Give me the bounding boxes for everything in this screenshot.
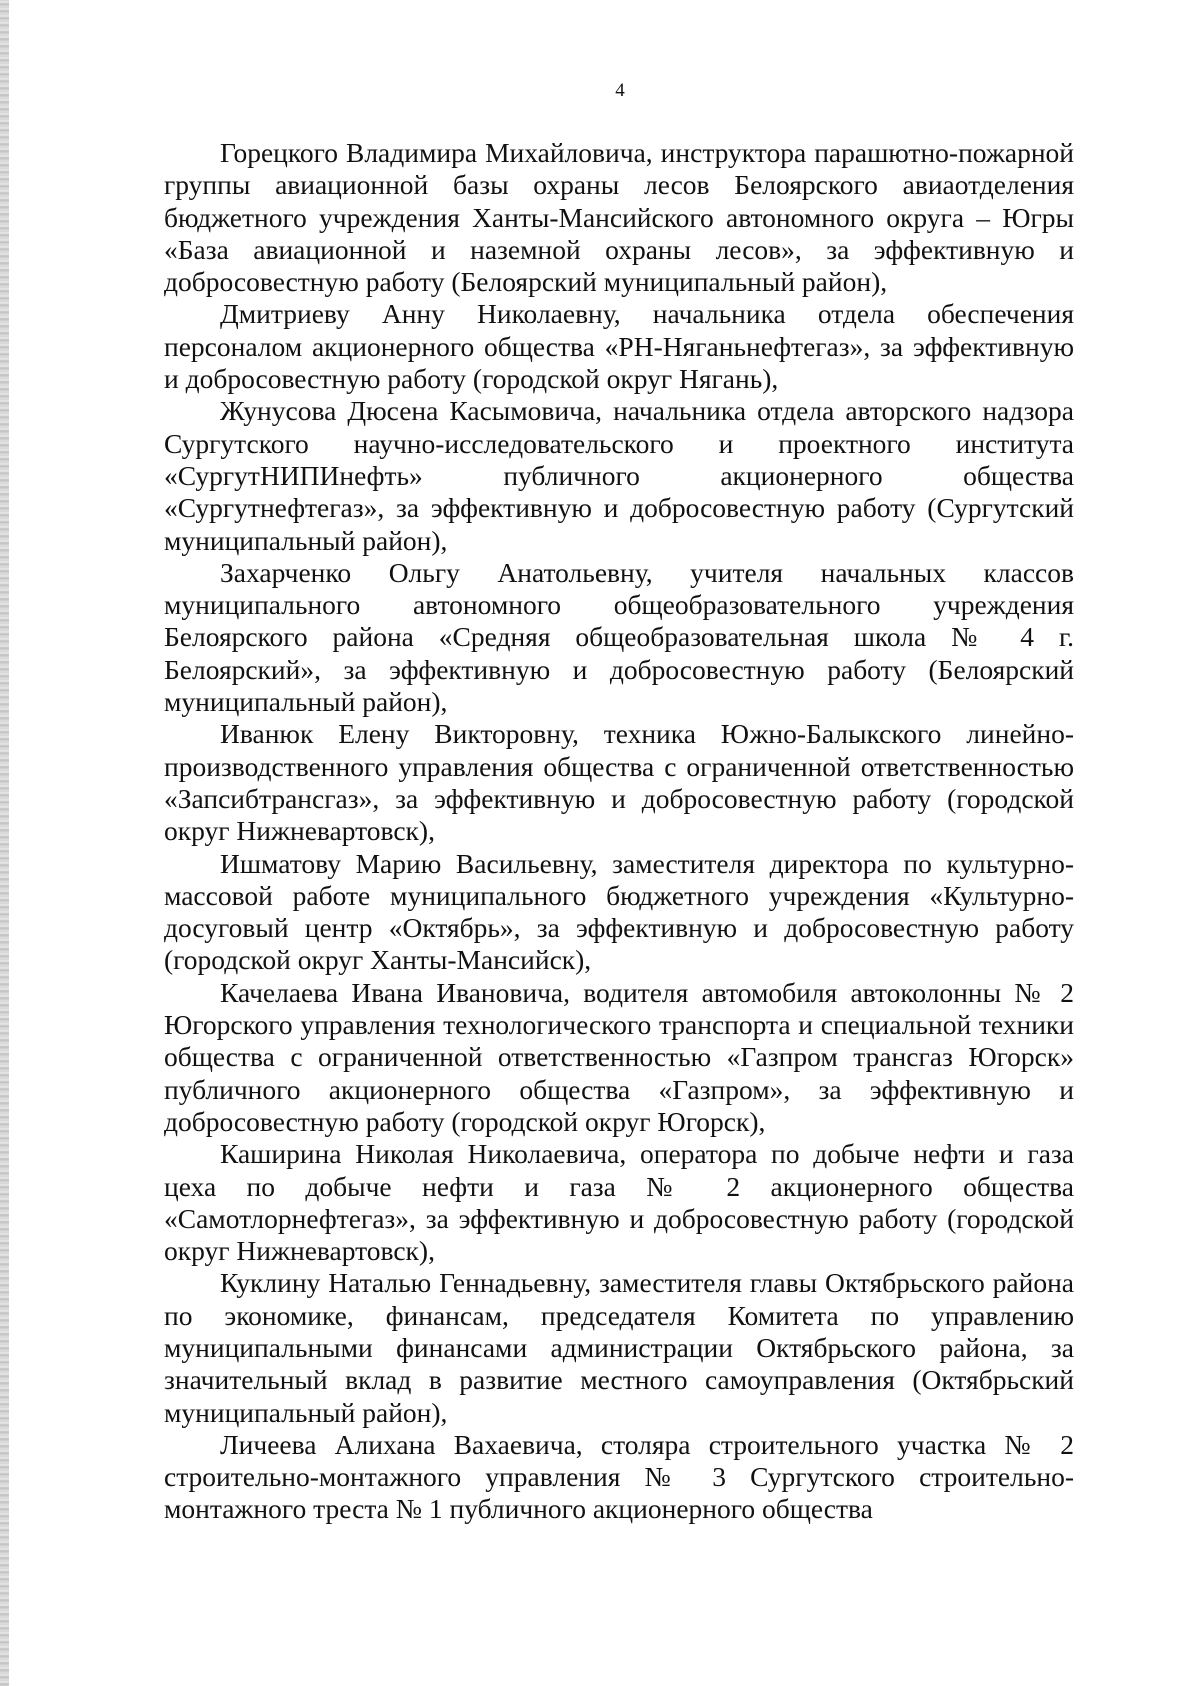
paragraph-zhunusov: Жунусова Дюсена Касымовича, начальника отдела авторского надзора Сургутского научно-исследовательского и проектного института «СургутНИПИнефть» публичного акционерного общества «Сургутнефтегаз», за эффективную и добросовестную работу (Сургутский муниципальный район), [164, 395, 1074, 556]
paragraph-kashirin: Каширина Николая Николаевича, оператора по добыче нефти и газа цеха по добыче нефти и газа № 2 акционерного общества «Самотлорнефтегаз», за эффективную и добросовестную работу (городской округ Нижневартовск), [164, 1138, 1074, 1267]
paragraph-kuklina: Куклину Наталью Геннадьевну, заместителя главы Октябрьского района по экономике, финансам, председателя Комитета по управлению муниципальными финансами администрации Октябрьского района, за значительный вклад в развитие местного самоуправления (Октябрьский муниципальный район), [164, 1267, 1074, 1428]
paragraph-ishmatova: Ишматову Марию Васильевну, заместителя директора по культурно-массовой работе муниципального бюджетного учреждения «Культурно-досуговый центр «Октябрь», за эффективную и добросовестную работу (городской округ Ханты-Мансийск), [164, 847, 1074, 976]
paragraph-ivanyuk: Иванюк Елену Викторовну, техника Южно-Балыкского линейно-производственного управления общества с ограниченной ответственностью «Запсибтрансгаз», за эффективную и добросовестную работу (городской округ Нижневартовск), [164, 718, 1074, 847]
scan-edge-shadow [0, 0, 9, 1686]
paragraph-zakharchenko: Захарченко Ольгу Анатольевну, учителя начальных классов муниципального автономного общеобразовательного учреждения Белоярского района «Средняя общеобразовательная школа № 4 г. Белоярский», за эффективную и добросовестную работу (Белоярский муниципальный район), [164, 556, 1074, 718]
paragraph-gorecky: Горецкого Владимира Михайловича, инструктора парашютно-пожарной группы авиационной базы охраны лесов Белоярского авиаотделения бюджетного учреждения Ханты-Мансийского автономного округа – Югры «База авиационной и наземной охраны лесов», за эффективную и добросовестную работу (Белоярский муниципальный район), [164, 137, 1074, 298]
page-number: 4 [615, 80, 625, 101]
paragraph-kachelaev: Качелаева Ивана Ивановича, водителя автомобиля автоколонны № 2 Югорского управления технологического транспорта и специальной техники общества с ограниченной ответственностью «Газпром трансгаз Югорск» публичного акционерного общества «Газпром», за эффективную и добросовестную работу (городской округ Югорск), [164, 976, 1074, 1137]
paragraph-dmitrieva: Дмитриеву Анну Николаевну, начальника отдела обеспечения персоналом акционерного общества «РН-Няганьнефтегаз», за эффективную и добросовестную работу (городской округ Нягань), [164, 298, 1074, 395]
paragraph-licheev: Личеева Алихана Вахаевича, столяра строительного участка № 2 строительно-монтажного управления № 3 Сургутского строительно-монтажного треста № 1 публичного акционерного общества [164, 1428, 1074, 1525]
document-body [164, 137, 1074, 1526]
